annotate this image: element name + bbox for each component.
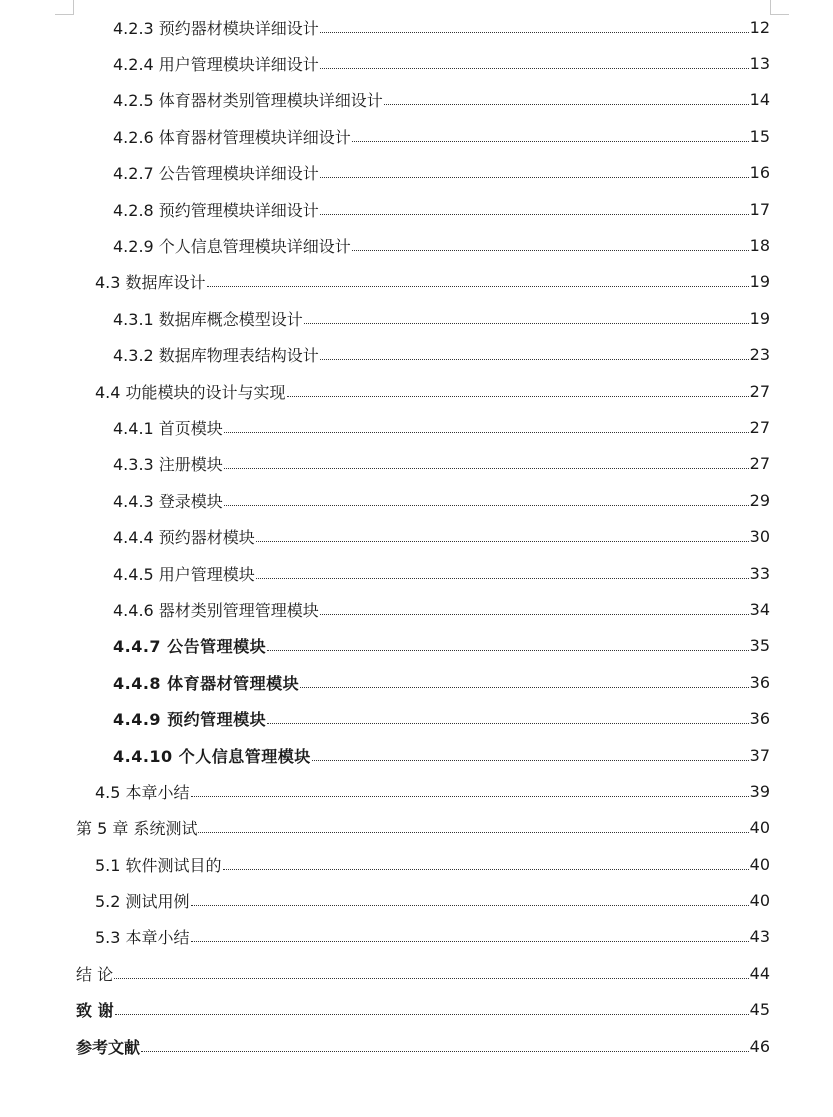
toc-entry[interactable] [0,955,833,991]
toc-dot-leader [191,905,749,906]
toc-entry[interactable] [0,82,833,118]
toc-entry[interactable] [0,664,833,700]
toc-dot-leader [287,396,749,397]
toc-dot-leader [352,250,749,251]
toc-entry-title: 5.3 本章小结 [95,928,190,948]
toc-dot-leader [141,1051,749,1052]
toc-entry[interactable] [0,591,833,627]
toc-entry-title: 4.2.7 公告管理模块详细设计 [113,164,319,184]
toc-entry-page-number: 13 [749,54,770,74]
toc-entry-page-number: 44 [749,963,770,983]
toc-entry-page-number: 33 [749,563,770,583]
toc-entry[interactable] [0,773,833,809]
toc-entry-title: 4.4.1 首页模块 [113,418,223,438]
toc-dot-leader [320,614,749,615]
toc-entry-title: 4.2.4 用户管理模块详细设计 [113,55,319,75]
toc-entry-title: 4.4 功能模块的设计与实现 [95,382,286,402]
toc-entry[interactable] [0,9,833,45]
toc-dot-leader [267,723,749,724]
toc-entry-page-number: 18 [749,236,770,256]
toc-entry-title: 4.3.2 数据库物理表结构设计 [113,346,319,366]
toc-dot-leader [320,32,749,33]
toc-entry-page-number: 15 [749,126,770,146]
toc-entry[interactable] [0,155,833,191]
toc-entry-page-number: 40 [749,854,770,874]
toc-dot-leader [320,214,749,215]
toc-entry-title: 4.5 本章小结 [95,782,190,802]
toc-entry-page-number: 39 [749,781,770,801]
toc-entry-page-number: 23 [749,345,770,365]
toc-entry-page-number: 40 [749,818,770,838]
toc-entry[interactable] [0,882,833,918]
toc-dot-leader [300,687,749,688]
toc-dot-leader [115,1014,749,1015]
toc-entry[interactable] [0,45,833,81]
toc-entry-title: 4.2.8 预约管理模块详细设计 [113,200,319,220]
toc-entry[interactable] [0,446,833,482]
toc-entry[interactable] [0,264,833,300]
toc-entry[interactable] [0,810,833,846]
toc-entry[interactable] [0,482,833,518]
toc-entry-title: 致 谢 [76,1001,114,1021]
toc-entry[interactable] [0,555,833,591]
toc-entry[interactable] [0,373,833,409]
toc-entry-title: 4.3.1 数据库概念模型设计 [113,309,303,329]
toc-entry[interactable] [0,919,833,955]
toc-entry-title: 4.3 数据库设计 [95,273,206,293]
toc-entry-page-number: 27 [749,454,770,474]
toc-entry-title: 4.4.8 体育器材管理模块 [113,673,300,693]
toc-dot-leader [191,796,749,797]
toc-entry-title: 4.4.7 公告管理模块 [113,637,267,657]
toc-entry-page-number: 19 [749,308,770,328]
toc-dot-leader [304,323,749,324]
toc-dot-leader [267,650,749,651]
toc-dot-leader [198,832,748,833]
toc-entry[interactable] [0,1028,833,1064]
toc-entry-page-number: 45 [749,1000,770,1020]
toc-entry-title: 4.2.3 预约器材模块详细设计 [113,18,319,38]
toc-entry-title: 4.2.9 个人信息管理模块详细设计 [113,237,351,257]
toc-entry[interactable] [0,737,833,773]
toc-dot-leader [352,141,749,142]
toc-entry-title: 5.2 测试用例 [95,892,190,912]
toc-entry[interactable] [0,300,833,336]
toc-dot-leader [256,578,749,579]
toc-dot-leader [114,978,749,979]
toc-dot-leader [256,541,749,542]
toc-entry[interactable] [0,227,833,263]
toc-entry-title: 4.4.9 预约管理模块 [113,710,267,730]
toc-entry-page-number: 46 [749,1036,770,1056]
toc-dot-leader [223,869,749,870]
toc-entry-title: 4.4.3 登录模块 [113,491,223,511]
toc-dot-leader [320,359,749,360]
toc-entry-page-number: 40 [749,891,770,911]
toc-dot-leader [224,505,749,506]
toc-entry-page-number: 17 [749,199,770,219]
toc-dot-leader [384,104,749,105]
toc-entry-page-number: 30 [749,527,770,547]
toc-entry-title: 第 5 章 系统测试 [76,819,198,839]
toc-dot-leader [224,468,749,469]
toc-entry[interactable] [0,409,833,445]
toc-entry-page-number: 36 [749,672,770,692]
toc-dot-leader [312,760,749,761]
toc-entry-page-number: 35 [749,636,770,656]
toc-entry-page-number: 34 [749,599,770,619]
toc-entry-title: 4.4.4 预约器材模块 [113,528,255,548]
toc-entry-page-number: 19 [749,272,770,292]
toc-entry-title: 4.2.5 体育器材类别管理模块详细设计 [113,91,383,111]
toc-entry[interactable] [0,518,833,554]
toc-entry-title: 参考文献 [76,1037,141,1057]
toc-entry-page-number: 27 [749,381,770,401]
table-of-contents [0,9,833,1064]
toc-entry-page-number: 27 [749,417,770,437]
toc-entry-page-number: 29 [749,490,770,510]
toc-dot-leader [320,177,749,178]
toc-entry-title: 4.2.6 体育器材管理模块详细设计 [113,127,351,147]
toc-entry-title: 4.3.3 注册模块 [113,455,223,475]
toc-entry[interactable] [0,846,833,882]
toc-entry[interactable] [0,118,833,154]
toc-entry[interactable] [0,628,833,664]
toc-dot-leader [224,432,749,433]
toc-entry-title: 4.4.5 用户管理模块 [113,564,255,584]
toc-dot-leader [191,941,749,942]
toc-entry[interactable] [0,191,833,227]
toc-entry-title: 5.1 软件测试目的 [95,855,222,875]
toc-entry-page-number: 16 [749,163,770,183]
toc-entry-page-number: 14 [749,90,770,110]
toc-entry-title: 结 论 [76,964,114,984]
toc-entry[interactable] [0,992,833,1028]
toc-dot-leader [207,286,749,287]
toc-dot-leader [320,68,749,69]
toc-entry-page-number: 37 [749,745,770,765]
toc-entry-title: 4.4.10 个人信息管理模块 [113,746,311,766]
toc-entry-page-number: 43 [749,927,770,947]
toc-entry[interactable] [0,700,833,736]
toc-entry[interactable] [0,337,833,373]
toc-entry-page-number: 36 [749,709,770,729]
toc-entry-page-number: 12 [749,17,770,37]
toc-entry-title: 4.4.6 器材类别管理管理模块 [113,600,319,620]
